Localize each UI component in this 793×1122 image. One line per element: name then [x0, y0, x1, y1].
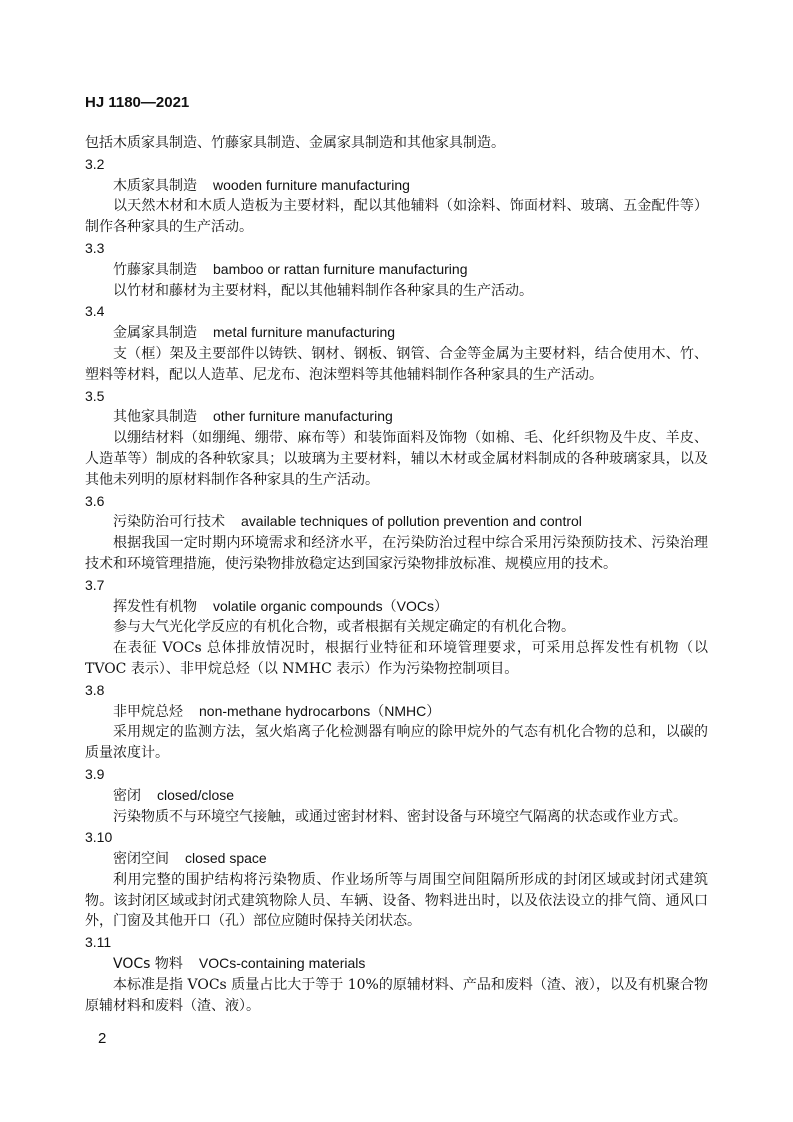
term-line	[85, 785, 708, 807]
definition-section	[85, 301, 708, 385]
term-chinese: 密闭	[113, 787, 141, 804]
clause-number: 3.4	[85, 303, 105, 320]
definition-section	[85, 386, 708, 491]
term-english: closed space	[185, 850, 267, 867]
term-chinese: 其他家具制造	[113, 409, 197, 426]
definition-section	[85, 575, 708, 680]
definition-paragraph: 支（框）架及主要部件以铸铁、钢材、钢板、钢管、合金等金属为主要材料，结合使用木、竹、塑料等材料，配以人造革、尼龙布、泡沫塑料等其他辅料制作各种家具的生产活动。	[85, 345, 708, 383]
term-english: available techniques of pollution prevention and control	[241, 513, 582, 530]
definition-section	[85, 827, 708, 932]
definition-section	[85, 680, 708, 764]
definition-section	[85, 238, 708, 301]
clause-number: 3.8	[85, 681, 105, 698]
clause-number: 3.7	[85, 576, 105, 593]
term-chinese: 非甲烷总烃	[113, 703, 183, 720]
term-chinese: 木质家具制造	[113, 177, 197, 194]
term-line	[85, 511, 708, 533]
definition-section	[85, 932, 708, 1016]
clause-number: 3.11	[85, 934, 112, 951]
definition-paragraph: 以竹材和藤材为主要材料，配以其他辅料制作各种家具的生产活动。	[113, 282, 533, 299]
definition-paragraph: 参与大气光化学反应的有机化合物，或者根据有关规定确定的有机化合物。	[113, 619, 575, 636]
term-chinese: 竹藤家具制造	[113, 261, 197, 278]
definition-section	[85, 491, 708, 575]
definition-paragraph: 污染物质不与环境空气接触，或通过密封材料、密封设备与环境空气隔离的状态或作业方式。	[113, 808, 687, 825]
term-line	[85, 848, 708, 870]
term-line	[85, 322, 708, 344]
definition-paragraph: 以绷结材料（如绷绳、绷带、麻布等）和装饰面料及饰物（如棉、毛、化纤织物及牛皮、羊皮、人造革等）制成的各种软家具；以玻璃为主要材料，辅以木材或金属材料制成的各种玻璃家具，以及其他未列明的原材料制作各种家具的生产活动。	[85, 430, 708, 488]
term-line	[85, 701, 708, 723]
clause-number: 3.10	[85, 829, 113, 846]
term-line	[85, 259, 708, 281]
definition-paragraph: 利用完整的围护结构将污染物质、作业场所等与周围空间阻隔所形成的封闭区域或封闭式建筑物。该封闭区域或封闭式建筑物除人员、车辆、设备、物料进出时，以及依法设立的排气筒、通风口外，门窗及其他开口（孔）部位应随时保持关闭状态。	[85, 871, 708, 930]
term-english: VOCs-containing materials	[198, 955, 366, 972]
term-line	[85, 953, 708, 975]
term-line	[85, 596, 708, 618]
term-english: wooden furniture manufacturing	[213, 176, 410, 193]
term-chinese: 污染防治可行技术	[113, 514, 225, 531]
term-chinese: 密闭空间	[113, 851, 169, 868]
clause-number: 3.9	[85, 765, 105, 782]
term-chinese: 挥发性有机物	[113, 598, 197, 615]
term-english: metal furniture manufacturing	[213, 324, 396, 341]
document-header: HJ 1180—2021	[85, 94, 190, 111]
definition-section	[85, 764, 708, 827]
term-chinese: VOCs 物料	[113, 956, 183, 973]
clause-number: 3.2	[85, 155, 105, 172]
term-chinese: 金属家具制造	[113, 325, 197, 342]
term-line	[85, 175, 708, 197]
definition-section	[85, 154, 708, 238]
clause-number: 3.3	[85, 239, 105, 256]
term-line	[85, 406, 708, 428]
term-english: other furniture manufacturing	[213, 408, 393, 425]
definition-paragraph: 在表征 VOCs 总体排放情况时，根据行业特征和环境管理要求，可采用总挥发性有机物（以 TVOC 表示）、非甲烷总烃（以 NMHC 表示）作为污染物控制项目。	[85, 640, 708, 677]
page-number: 2	[98, 1030, 107, 1047]
definition-paragraph: 根据我国一定时期内环境需求和经济水平，在污染防治过程中综合采用污染预防技术、污染治理技术和环境管理措施，使污染物排放稳定达到国家污染物排放标准、规模应用的技术。	[85, 535, 708, 572]
term-english: closed/close	[157, 786, 235, 803]
intro-paragraph: 包括木质家具制造、竹藤家具制造、金属家具制造和其他家具制造。	[85, 135, 505, 151]
term-english: volatile organic compounds（VOCs）	[213, 597, 448, 614]
clause-number: 3.5	[85, 387, 105, 404]
definition-paragraph: 本标准是指 VOCs 质量占比大于等于 10%的原辅材料、产品和废料（渣、液），以及有机聚合物原辅材料和废料（渣、液）。	[85, 976, 708, 1014]
definition-paragraph: 采用规定的监测方法，氢火焰离子化检测器有响应的除甲烷外的气态有机化合物的总和，以碳的质量浓度计。	[85, 724, 708, 762]
definition-paragraph: 以天然木材和木质人造板为主要材料，配以其他辅料（如涂料、饰面材料、玻璃、五金配件等）制作各种家具的生产活动。	[85, 198, 708, 236]
term-english: non-methane hydrocarbons（NMHC）	[199, 702, 441, 719]
document-body	[85, 133, 708, 1016]
clause-number: 3.6	[85, 492, 105, 509]
term-english: bamboo or rattan furniture manufacturing	[213, 260, 468, 277]
